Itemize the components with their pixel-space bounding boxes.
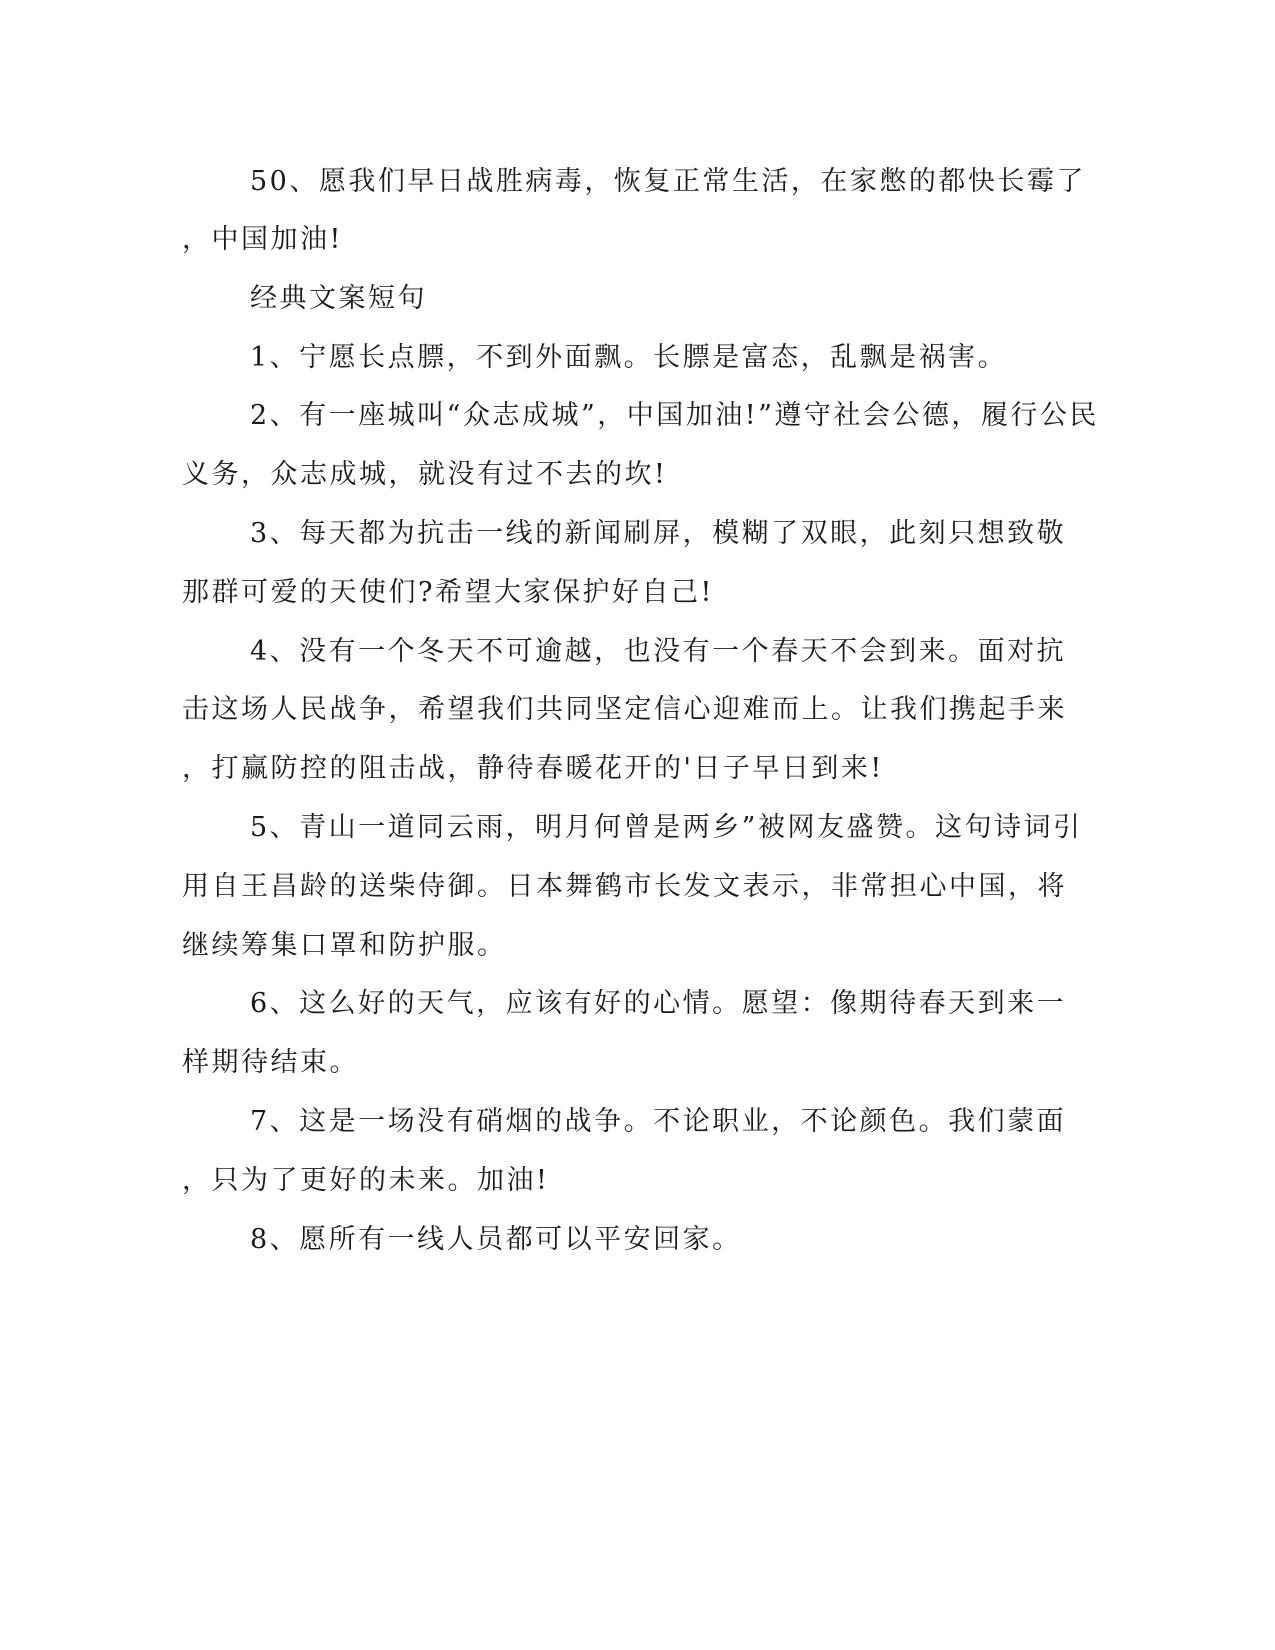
paragraph-3-line-2: 那群可爱的天使们?希望大家保护好自己!: [182, 577, 714, 608]
paragraph-4-line-2: 击这场人民战争，希望我们共同坚定信心迎难而上。让我们携起手来: [182, 694, 1067, 725]
paragraph-5-line-2: 用自王昌龄的送柴侍御。日本舞鹤市长发文表示，非常担心中国，将: [182, 871, 1067, 902]
paragraph-50-line-1: 50、愿我们早日战胜病毒，恢复正常生活，在家憋的都快长霉了: [250, 166, 1086, 197]
paragraph-6-line-1: 6、这么好的天气，应该有好的心情。愿望：像期待春天到来一: [250, 988, 1067, 1019]
paragraph-3-line-1: 3、每天都为抗击一线的新闻刷屏，模糊了双眼，此刻只想致敬: [250, 518, 1067, 549]
paragraph-2-line-1: 2、有一座城叫“众志成城”，中国加油!”遵守社会公德，履行公民: [250, 400, 1099, 431]
paragraph-6-line-2: 样期待结束。: [182, 1047, 359, 1078]
paragraph-5-line-3: 继续筹集口罩和防护服。: [182, 930, 507, 961]
paragraph-50-line-2: ，中国加油!: [182, 224, 343, 255]
paragraph-7-line-1: 7、这是一场没有硝烟的战争。不论职业，不论颜色。我们蒙面: [250, 1106, 1067, 1137]
paragraph-4-line-1: 4、没有一个冬天不可逾越，也没有一个春天不会到来。面对抗: [250, 636, 1067, 667]
paragraph-7-line-2: ，只为了更好的未来。加油!: [182, 1165, 550, 1196]
paragraph-2-line-2: 义务，众志成城，就没有过不去的坎!: [182, 459, 668, 490]
paragraph-8-line-1: 8、愿所有一线人员都可以平安回家。: [250, 1224, 742, 1255]
paragraph-5-line-1: 5、青山一道同云雨，明月何曾是两乡”被网友盛赞。这句诗词引: [250, 812, 1083, 843]
paragraph-4-line-3: ，打赢防控的阻击战，静待春暖花开的'日子早日到来!: [182, 753, 884, 784]
section-heading: 经典文案短句: [250, 283, 427, 314]
paragraph-1-line-1: 1、宁愿长点膘，不到外面飘。长膘是富态，乱飘是祸害。: [250, 342, 1008, 373]
